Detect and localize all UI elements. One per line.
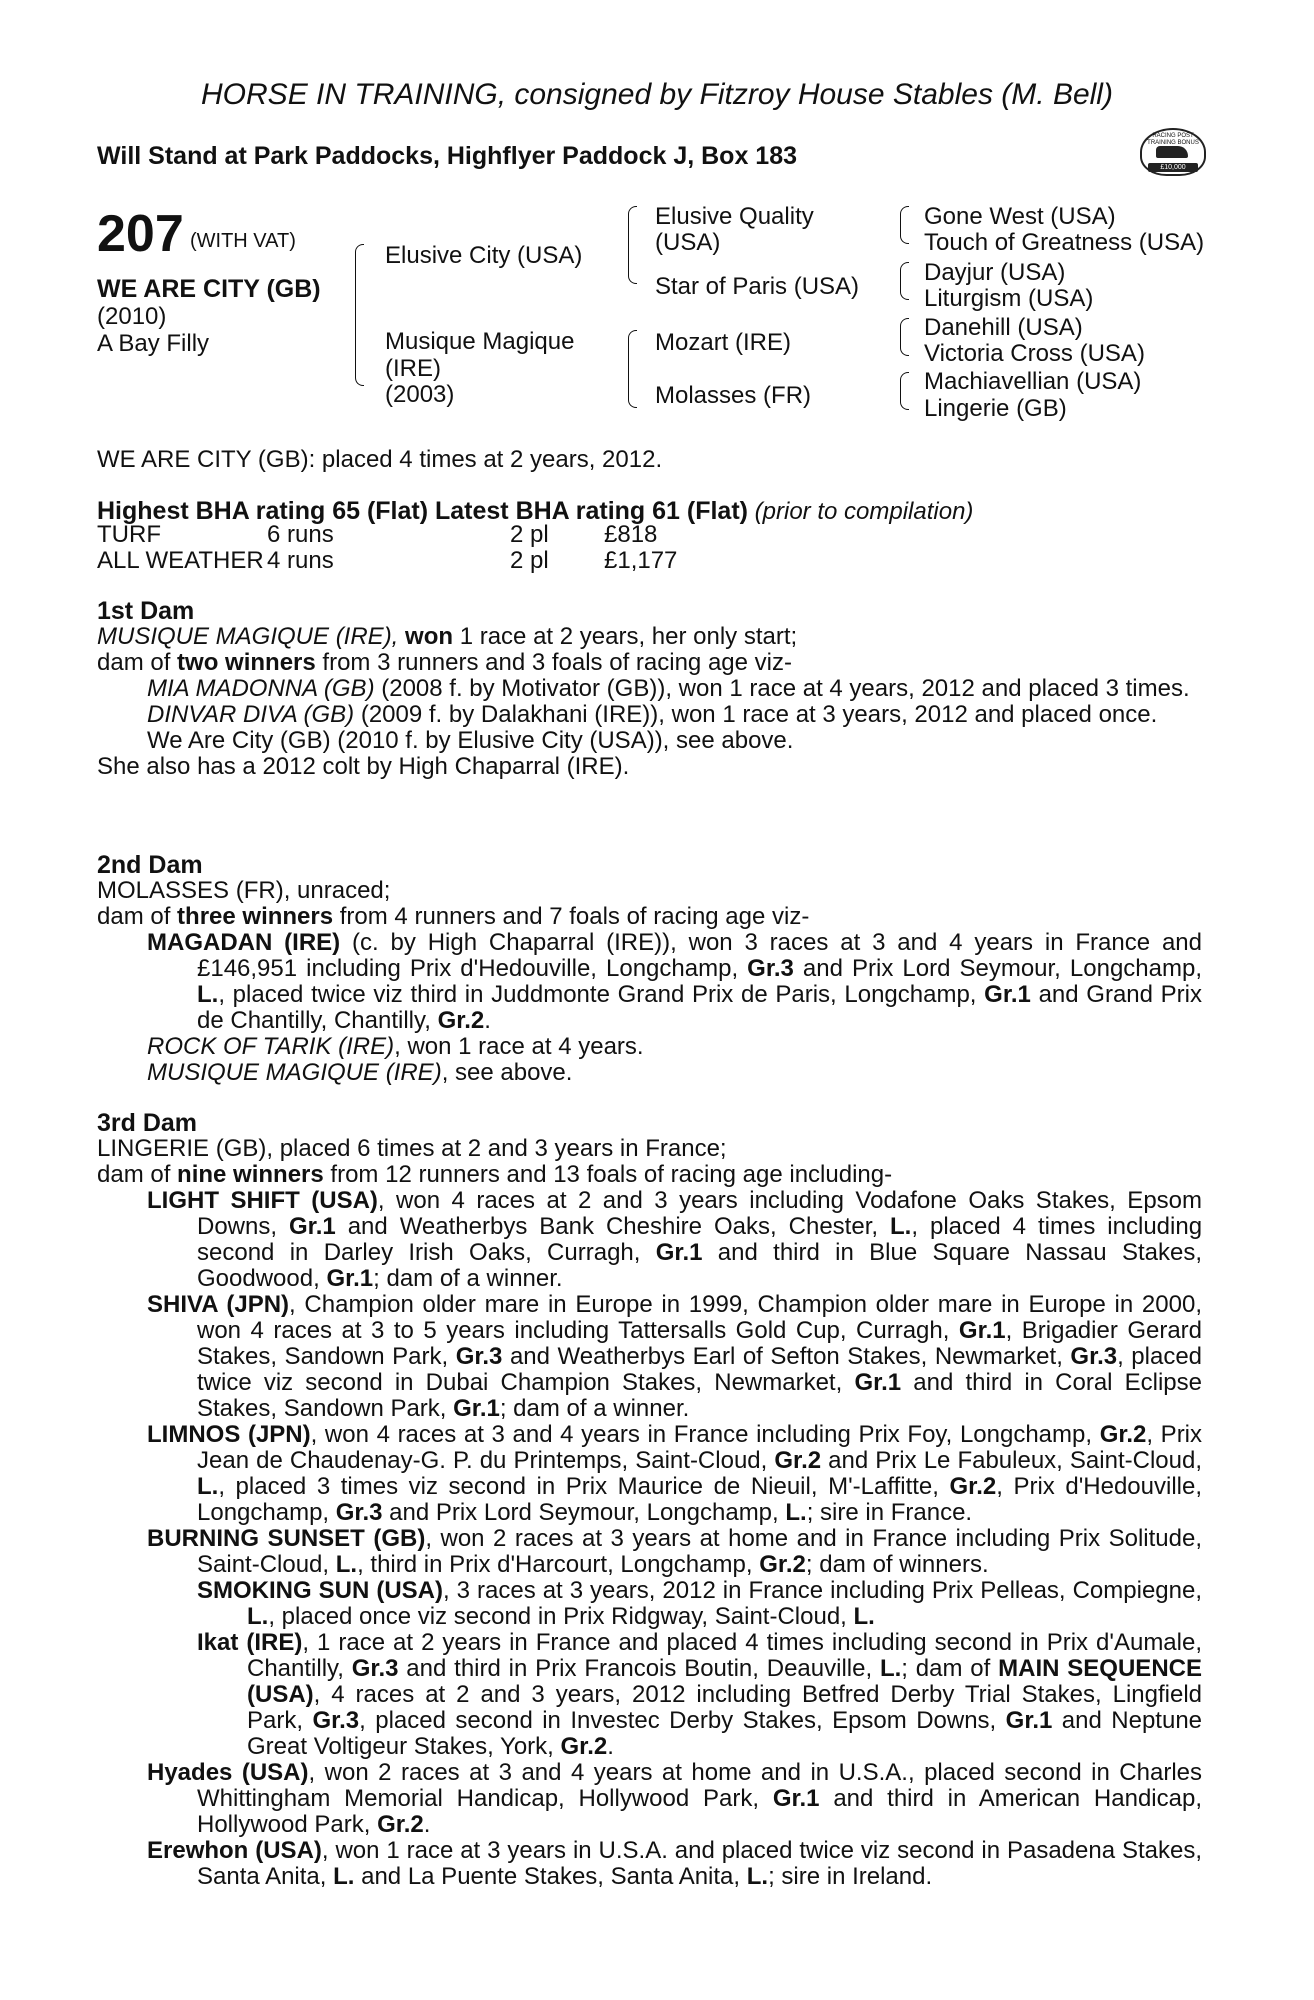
text: , see above.: [441, 1059, 573, 1086]
winners-count: nine winners: [177, 1161, 324, 1188]
text: ; dam of a winner.: [499, 1395, 690, 1422]
grade: L.: [333, 1863, 355, 1890]
text: , placed twice viz third in Juddmonte Grand Prix de Paris, Longchamp,: [218, 981, 977, 1008]
pedigree-g4: Liturgism (USA): [924, 285, 1094, 312]
dam-line: LINGERIE (GB), placed 6 times at 2 and 3 years in France;: [97, 1135, 727, 1162]
text: ; sire in Ireland.: [768, 1863, 933, 1890]
dam-of-line: [97, 650, 1202, 676]
text: and third in Coral Eclipse Stakes, Sandown Park,: [197, 1369, 1203, 1422]
table-row: [97, 522, 677, 548]
runs: 4 runs: [267, 547, 334, 574]
horse-year: (2010): [97, 303, 167, 330]
training-bonus-badge: [1140, 128, 1206, 176]
grade: Gr.3: [335, 1499, 383, 1526]
grade: L.: [197, 981, 219, 1008]
progeny-detail: (2009 f. by Dalakhani (IRE)), won 1 race at 3 years, 2012 and placed once.: [360, 701, 1158, 728]
bha-ratings-text: Highest BHA rating 65 (Flat) Latest BHA rating 61 (Flat): [97, 497, 748, 525]
grade: Gr.1: [655, 1239, 703, 1266]
grade: Gr.2: [1099, 1421, 1147, 1448]
grade: L.: [335, 1551, 358, 1578]
placed: 2 pl: [510, 547, 549, 574]
text: and third in American Handicap, Hollywood Park,: [197, 1785, 1203, 1838]
progeny-name: MAIN SEQUENCE (USA): [247, 1655, 1202, 1708]
grade: Gr.2: [949, 1473, 997, 1500]
badge-amount: £10,000: [1148, 163, 1198, 172]
badge-label: RACING POST TRAINING BONUS: [1147, 133, 1199, 146]
progeny-detail: (2008 f. by Motivator (GB)), won 1 race at 4 years, 2012 and placed 3 times.: [381, 675, 1190, 702]
surface: TURF: [97, 521, 161, 548]
prize: £818: [604, 521, 658, 548]
text: , third in Prix d'Harcourt, Longchamp,: [357, 1551, 753, 1578]
progeny-entry: [97, 702, 1202, 728]
grade: Gr.1: [289, 1213, 336, 1240]
section-heading: 1st Dam: [97, 597, 195, 625]
pedigree-ss-1: Elusive Quality: [655, 203, 814, 230]
foal-note: She also has a 2012 colt by High Chaparral (IRE).: [97, 753, 630, 780]
progeny-name: MIA MADONNA (GB): [147, 675, 375, 702]
horse-description: A Bay Filly: [97, 330, 210, 357]
text: and La Puente Stakes, Santa Anita,: [361, 1863, 741, 1890]
progeny-entry: [97, 1526, 1202, 1578]
text: and Prix Lord Seymour, Longchamp,: [802, 955, 1202, 982]
grade: Gr.2: [774, 1447, 822, 1474]
text: dam of: [97, 1161, 171, 1188]
text: and Prix Le Fabuleux, Saint-Cloud,: [828, 1447, 1202, 1474]
text: , 3 races at 3 years, 2012 in France including Prix Pelleas, Compiegne,: [443, 1577, 1202, 1604]
grade: Gr.2: [560, 1733, 608, 1760]
progeny-entry: [97, 1578, 1202, 1630]
grade: Gr.2: [377, 1811, 424, 1838]
text: , Prix d'Hedouville, Longchamp,: [197, 1473, 1203, 1526]
section-heading: 3rd Dam: [97, 1109, 198, 1137]
text: , won 4 races at 3 and 4 years in France including Prix Foy, Longchamp,: [310, 1421, 1093, 1448]
grade: L.: [879, 1655, 902, 1682]
text: , Brigadier Gerard Stakes, Sandown Park,: [197, 1317, 1203, 1370]
dam-of-line: [97, 1162, 1202, 1188]
progeny-name: LIMNOS (JPN): [147, 1421, 311, 1448]
progeny-name: ROCK OF TARIK (IRE): [147, 1033, 395, 1060]
pedigree-dam-2: (IRE): [385, 355, 441, 382]
grade: L.: [785, 1499, 807, 1526]
pedigree-bracket-g4: [900, 372, 909, 410]
dam-line: MOLASSES (FR), unraced;: [97, 877, 391, 904]
progeny-entry: [97, 1060, 1202, 1086]
table-row: [97, 548, 677, 574]
text: ; dam of a winner.: [373, 1265, 563, 1292]
text: .: [423, 1811, 431, 1838]
progeny-entry: We Are City (GB) (2010 f. by Elusive City (USA)), see above.: [147, 727, 794, 754]
section-heading: 2nd Dam: [97, 851, 203, 879]
text: dam of: [97, 903, 171, 930]
surface: ALL WEATHER: [97, 547, 264, 574]
pedigree-g5: Danehill (USA): [924, 314, 1083, 341]
pedigree-bracket-g2: [900, 262, 909, 300]
text: , won 1 race at 4 years.: [394, 1033, 644, 1060]
dam-line: [97, 624, 1202, 650]
pedigree-g1: Gone West (USA): [924, 203, 1116, 230]
progeny-name: Ikat (IRE): [197, 1629, 303, 1656]
text: , won 4 races at 2 and 3 years including Vodafone Oaks Stakes, Epsom Downs,: [197, 1187, 1203, 1240]
horse-name: WE ARE CITY (GB): [97, 275, 321, 303]
stand-location: Will Stand at Park Paddocks, Highflyer Paddock J, Box 183: [97, 142, 797, 170]
winners-count: three winners: [177, 903, 334, 930]
progeny-name: SMOKING SUN (USA): [197, 1577, 443, 1604]
progeny-name: LIGHT SHIFT (USA): [147, 1187, 378, 1214]
progeny-entry: [97, 930, 1202, 1034]
text: , placed 3 times viz second in Prix Maurice de Nieuil, M'-Laffitte,: [218, 1473, 939, 1500]
text: .: [484, 1007, 491, 1034]
progeny-entry: [97, 1034, 1202, 1060]
pedigree-g7: Machiavellian (USA): [924, 368, 1142, 395]
pedigree-sd: Star of Paris (USA): [655, 273, 860, 300]
text: , 4 races at 2 and 3 years, 2012 including Betfred Derby Trial Stakes, Lingfield Park,: [247, 1681, 1202, 1734]
text: from 4 runners and 7 foals of racing age viz-: [339, 903, 810, 930]
first-dam-section: [97, 598, 1202, 780]
text: from 12 runners and 13 foals of racing age including-: [330, 1161, 893, 1188]
progeny-name: DINVAR DIVA (GB): [147, 701, 355, 728]
pedigree-g3: Dayjur (USA): [924, 259, 1066, 286]
text: (c. by High Chaparral (IRE)), won 3 races at 3 and 4 years in France and £146,951 including Prix d'Hedouville, Longchamp,: [197, 929, 1202, 982]
text: from 3 runners and 3 foals of racing age viz-: [322, 649, 792, 676]
text: and Neptune Great Voltigeur Stakes, York,: [247, 1707, 1203, 1760]
grade: L.: [853, 1603, 875, 1630]
winners-count: two winners: [177, 649, 316, 676]
prize: £1,177: [604, 547, 678, 574]
text: , 1 race at 2 years in France and placed 4 times including second in Prix d'Aumale, Chantilly,: [247, 1629, 1203, 1682]
text: ; dam of winners.: [805, 1551, 989, 1578]
text: , won 2 races at 3 years at home and in France including Prix Solitude, Saint-Cloud,: [197, 1525, 1202, 1578]
text: dam of: [97, 649, 171, 676]
grade: Gr.1: [854, 1369, 902, 1396]
grade: Gr.2: [437, 1007, 485, 1034]
pedigree-bracket-main: [355, 244, 364, 386]
pedigree-g6: Victoria Cross (USA): [924, 340, 1145, 367]
won-label: won: [405, 623, 454, 650]
pedigree-bracket-dam: [628, 330, 637, 408]
text: , placed twice viz second in Dubai Champion Stakes, Newmarket,: [197, 1343, 1203, 1396]
text: and Weatherbys Bank Cheshire Oaks, Chester,: [347, 1213, 879, 1240]
text: , placed second in Investec Derby Stakes, Epsom Downs,: [359, 1707, 997, 1734]
text: and Grand Prix de Chantilly, Chantilly,: [197, 981, 1202, 1034]
text: and third in Blue Square Nassau Stakes, Goodwood,: [197, 1239, 1202, 1292]
grade: L.: [197, 1473, 219, 1500]
text: and Weatherbys Earl of Sefton Stakes, Newmarket,: [509, 1343, 1063, 1370]
text: , placed once viz second in Prix Ridgway, Saint-Cloud,: [268, 1603, 847, 1630]
second-dam-section: [97, 852, 1202, 1086]
grade: Gr.3: [455, 1343, 503, 1370]
grade: Gr.3: [1070, 1343, 1118, 1370]
pedigree-g2: Touch of Greatness (USA): [924, 229, 1205, 256]
grade: Gr.1: [984, 981, 1031, 1008]
text: , Prix Jean de Chaudenay-G. P. du Printemps, Saint-Cloud,: [197, 1421, 1203, 1474]
grade: Gr.3: [312, 1707, 360, 1734]
grade: L.: [247, 1603, 269, 1630]
dam-detail: 1 race at 2 years, her only start;: [459, 623, 798, 650]
progeny-entry: [97, 1422, 1202, 1526]
pedigree-bracket-sire: [628, 206, 637, 284]
form-table: [97, 522, 677, 574]
lot-number: 207: [97, 205, 184, 263]
pedigree-bracket-g1: [900, 206, 909, 244]
bha-ratings-note: (prior to compilation): [754, 498, 974, 525]
text: ; dam of: [901, 1655, 991, 1682]
pedigree-dd: Molasses (FR): [655, 382, 812, 409]
third-dam-section: [97, 1110, 1202, 1890]
progeny-name: SHIVA (JPN): [147, 1291, 290, 1318]
pedigree-dam-3: (2003): [385, 381, 455, 408]
progeny-name: Erewhon (USA): [147, 1837, 322, 1864]
pedigree-ss-2: (USA): [655, 229, 721, 256]
pedigree-g8: Lingerie (GB): [924, 395, 1067, 422]
grade: L.: [890, 1213, 912, 1240]
progeny-name: MUSIQUE MAGIQUE (IRE): [147, 1059, 442, 1086]
grade: Gr.1: [453, 1395, 500, 1422]
race-summary: WE ARE CITY (GB): placed 4 times at 2 years, 2012.: [97, 446, 663, 473]
grade: Gr.1: [1005, 1707, 1053, 1734]
pedigree-bracket-g3: [900, 318, 909, 356]
progeny-entry: [97, 676, 1202, 702]
grade: Gr.1: [772, 1785, 820, 1812]
dam-name: MUSIQUE MAGIQUE (IRE),: [97, 623, 399, 650]
progeny-entry: [97, 1292, 1202, 1422]
pedigree-ds: Mozart (IRE): [655, 329, 792, 356]
text: , placed 4 times including second in Darley Irish Oaks, Curragh,: [197, 1213, 1203, 1266]
pedigree-sire: Elusive City (USA): [385, 242, 583, 269]
text: ; sire in France.: [806, 1499, 973, 1526]
text: , won 1 race at 3 years in U.S.A. and placed twice viz second in Pasadena Stakes, Santa Anita,: [197, 1837, 1203, 1890]
progeny-entry: [97, 1188, 1202, 1292]
text: .: [607, 1733, 614, 1760]
grade: L.: [746, 1863, 769, 1890]
text: , Champion older mare in Europe in 1999, Champion older mare in Europe in 2000, won 4 races at 3 to 5 years including Tattersalls Gold Cup, Curragh,: [197, 1291, 1202, 1344]
grade: Gr.2: [759, 1551, 806, 1578]
runs: 6 runs: [267, 521, 334, 548]
grade: Gr.1: [958, 1317, 1006, 1344]
dam-of-line: [97, 904, 1202, 930]
pedigree-dam-1: Musique Magique: [385, 328, 575, 355]
progeny-entry: [97, 1838, 1202, 1890]
progeny-entry: [97, 1760, 1202, 1838]
page-title: HORSE IN TRAINING, consigned by Fitzroy House Stables (M. Bell): [201, 78, 1113, 111]
progeny-name: BURNING SUNSET (GB): [147, 1525, 426, 1552]
vat-label: (WITH VAT): [190, 230, 296, 252]
grade: Gr.1: [326, 1265, 374, 1292]
grade: Gr.3: [747, 955, 794, 982]
progeny-entry: [97, 1630, 1202, 1760]
text: and third in Prix Francois Boutin, Deauville,: [406, 1655, 873, 1682]
grade: Gr.3: [351, 1655, 399, 1682]
text: , won 2 races at 3 and 4 years at home and in U.S.A., placed second in Charles Whittingham Memorial Handicap, Hollywood Park,: [197, 1759, 1202, 1812]
progeny-name: Hyades (USA): [147, 1759, 309, 1786]
text: and Prix Lord Seymour, Longchamp,: [389, 1499, 779, 1526]
progeny-name: MAGADAN (IRE): [147, 929, 341, 956]
horse-silhouette-icon: [1156, 146, 1188, 158]
placed: 2 pl: [510, 521, 549, 548]
